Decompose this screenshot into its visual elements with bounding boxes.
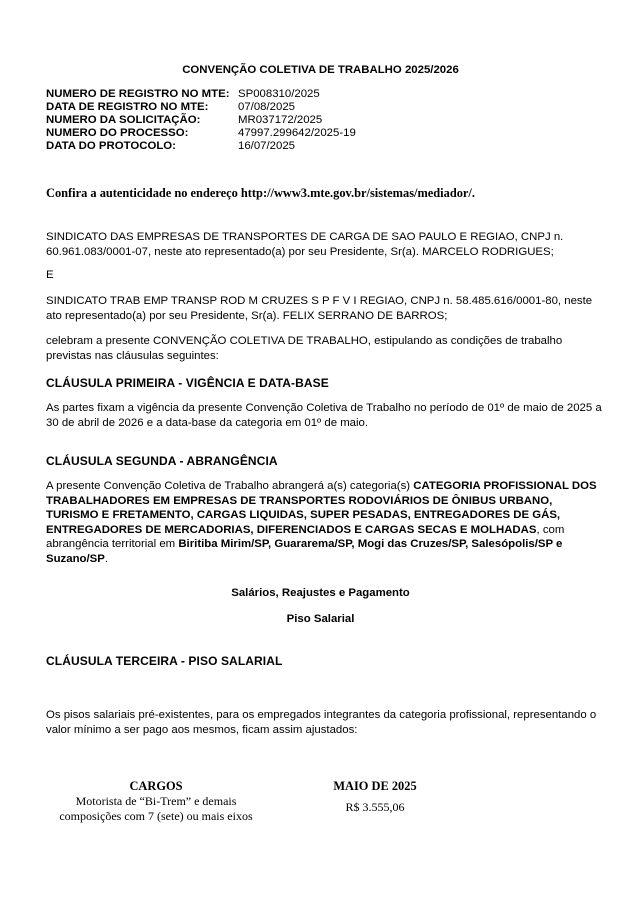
clause2-end: . xyxy=(104,552,109,565)
registry-block xyxy=(46,88,356,153)
clause2-intro: A presente Convenção Coletiva de Trabalho abrangerá a(s) categoria(s) xyxy=(46,480,414,492)
salary-table-column-cargos xyxy=(46,779,266,824)
registry-row xyxy=(46,88,356,101)
registry-value: 16/07/2025 xyxy=(238,140,296,152)
document-title: CONVENÇÃO COLETIVA DE TRABALHO 2025/2026 xyxy=(182,64,459,76)
clause2-heading: CLÁUSULA SEGUNDA - ABRANGÊNCIA xyxy=(46,454,278,468)
registry-label: NUMERO DA SOLICITAÇÃO: xyxy=(46,114,201,126)
salary-table-column-value xyxy=(300,779,450,815)
clause2-territory: Biritiba Mirim/SP, Guararema/SP, Mogi das Cruzes/SP, Salesópolis/SP e Suzano/SP xyxy=(46,538,563,565)
registry-label: DATA DE REGISTRO NO MTE: xyxy=(46,101,209,113)
clause1-text: As partes fixam a vigência da presente Convenção Coletiva de Trabalho no período de 01º de maio de 2025 a 30 de abril de 2026 e a data-base da categoria em 01º de maio. xyxy=(46,402,602,429)
clause1-heading: CLÁUSULA PRIMEIRA - VIGÊNCIA E DATA-BASE xyxy=(46,376,329,390)
cargos-header: CARGOS xyxy=(129,779,183,793)
cargo-description: Motorista de “Bi-Trem” e demais composições com 7 (sete) ou mais eixos xyxy=(59,794,253,823)
registry-value: 07/08/2025 xyxy=(238,101,296,113)
clause2-text xyxy=(46,479,602,566)
clause3-text: Os pisos salariais pré-existentes, para os empregados integrantes da categoria profissional, representando o valor mínimo a ser pago aos mesmos, ficam assim ajustados: xyxy=(46,709,597,736)
maio-2025-header: MAIO DE 2025 xyxy=(333,779,417,793)
subsection-title: Piso Salarial xyxy=(286,613,355,625)
registry-label: NUMERO DE REGISTRO NO MTE: xyxy=(46,88,230,100)
registry-row xyxy=(46,140,356,153)
registry-label: NUMERO DO PROCESSO: xyxy=(46,127,189,139)
registry-value: 47997.299642/2025-19 xyxy=(238,127,356,139)
registry-row xyxy=(46,127,356,140)
party-employer: SINDICATO DAS EMPRESAS DE TRANSPORTES DE CARGA DE SAO PAULO E REGIAO, CNPJ n. 60.961.083/0001-07, neste ato representado(a) por seu Presidente, Sr(a). MARCELO RODRIGUES; xyxy=(46,231,564,258)
salary-value: R$ 3.555,06 xyxy=(345,800,405,814)
clause3-heading: CLÁUSULA TERCEIRA - PISO SALARIAL xyxy=(46,654,283,668)
clause2-mid: , com abrangência territorial em xyxy=(46,523,565,550)
registry-label: DATA DO PROTOCOLO: xyxy=(46,140,176,152)
party-separator: E xyxy=(46,269,54,281)
registry-row xyxy=(46,114,356,127)
registry-row xyxy=(46,101,356,114)
celebrate-paragraph: celebram a presente CONVENÇÃO COLETIVA DE TRABALHO, estipulando as condições de trabalho previstas nas cláusulas seguintes: xyxy=(46,335,563,362)
clause2-category: CATEGORIA PROFISSIONAL DOS TRABALHADORES EM EMPRESAS DE TRANSPORTES RODOVIÁRIOS DE ÔNIBUS URBANO, TURISMO E FRETAMENTO, CARGAS LIQUIDAS, SUPER PESADAS, ENTREGADORES DE GÁS, ENTREGADORES DE MERCADORIAS, DIFERENCIADOS E CARGAS SECAS E MOLHADAS xyxy=(46,480,597,536)
registry-value: SP008310/2025 xyxy=(238,88,320,100)
party-workers: SINDICATO TRAB EMP TRANSP ROD M CRUZES S P F V I REGIAO, CNPJ n. 58.485.616/0001-80, neste ato representado(a) por seu Presidente, Sr(a). FELIX SERRANO DE BARROS; xyxy=(46,295,593,322)
section-title: Salários, Reajustes e Pagamento xyxy=(231,587,410,599)
authenticity-note: Confira a autenticidade no endereço http://www3.mte.gov.br/sistemas/mediador/. xyxy=(46,186,475,200)
registry-value: MR037172/2025 xyxy=(238,114,323,126)
